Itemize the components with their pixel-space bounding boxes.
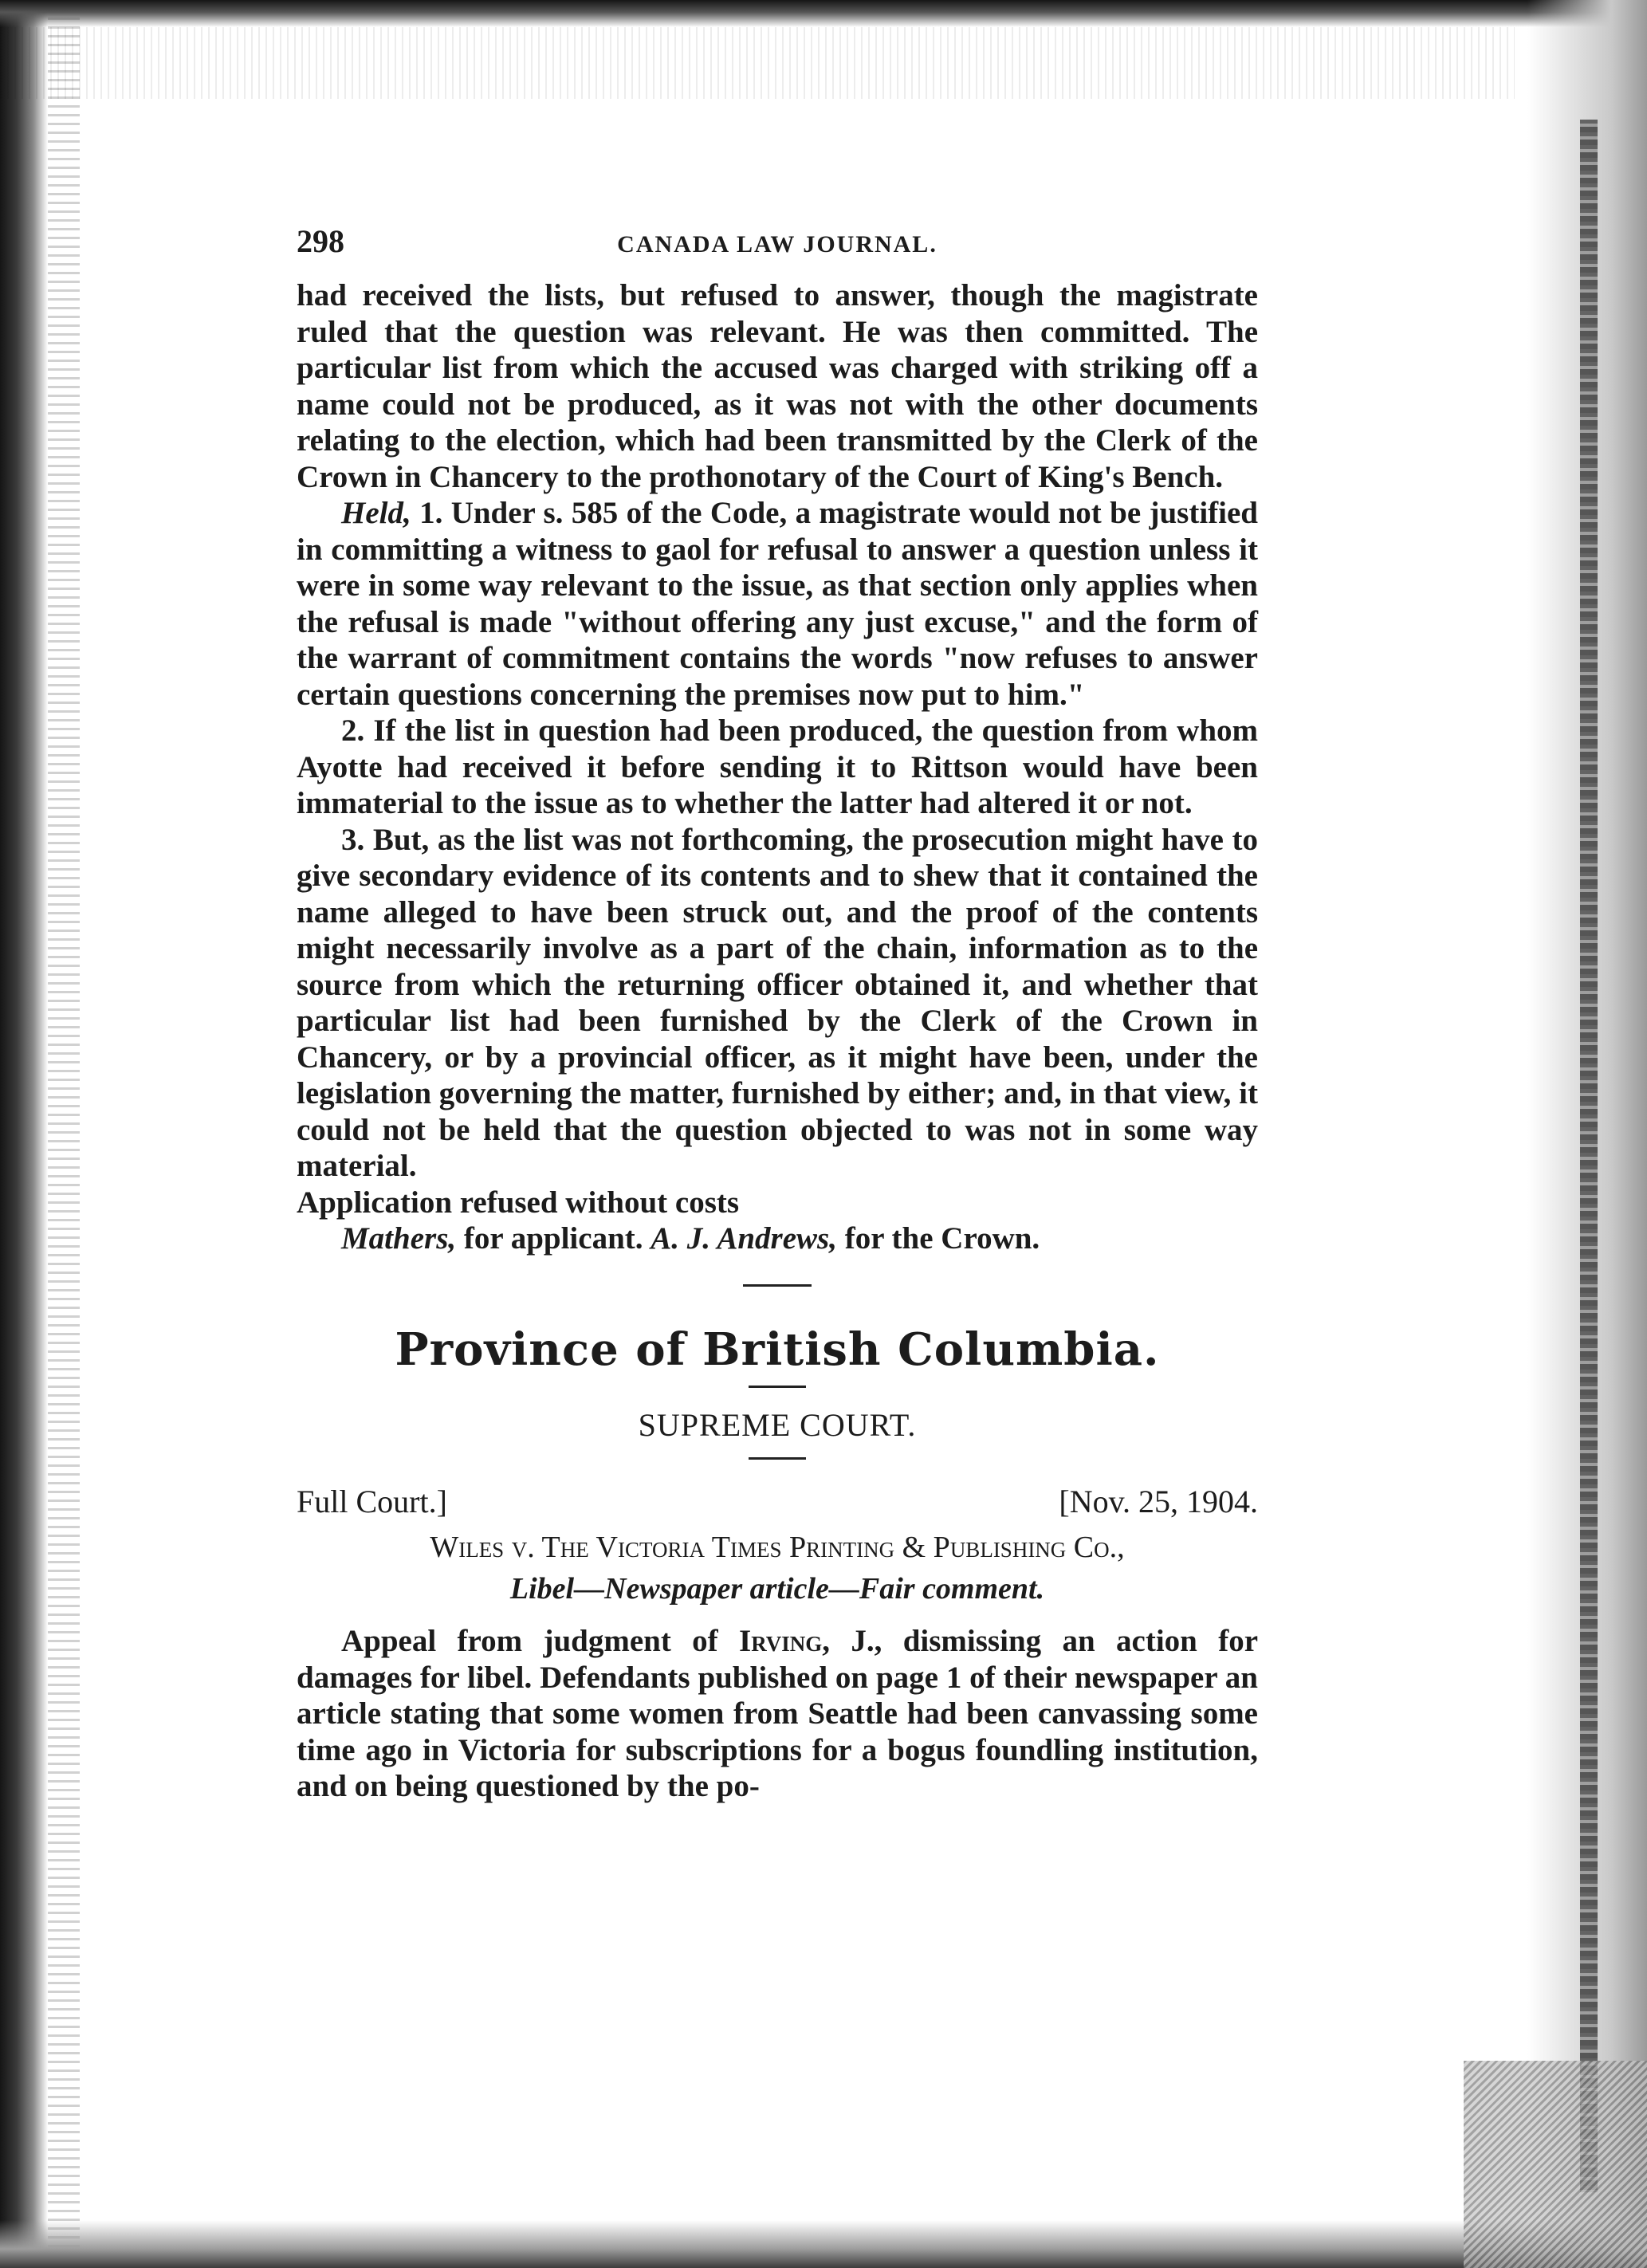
held-1-paragraph <box>297 495 1258 713</box>
scan-noise-left <box>48 0 80 2268</box>
court-date-line <box>297 1484 1258 1522</box>
scan-noise-top <box>0 27 1515 99</box>
province-heading: Province of British Columbia. <box>395 1323 1160 1376</box>
held-3-paragraph: 3. But, as the list was not forthcoming, the prosecution might have to give secondary evidence of its contents and to shew that it contained the name alleged to have been struck out, and the proof of the contents might necessarily involve as a part of the chain, information as to the source from which the returning officer obtained it, and whether that particular list had been furnished by the Clerk of the Crown in Chancery, or by a provincial officer, as it might have been, under the legislation governing the matter, furnished by either; and, in that view, it could not be held that the question objected to was not in some way material. <box>297 822 1258 1183</box>
page-header <box>297 223 1258 261</box>
section-divider <box>743 1284 812 1287</box>
held-label: Held, <box>341 496 411 530</box>
crown-counsel: A. J. Andrews, <box>651 1221 837 1256</box>
court-divider <box>749 1457 806 1460</box>
case-subtitle: Libel—Newspaper article—Fair comment. <box>509 1571 1045 1606</box>
scan-corner-bottom-right <box>1464 2061 1647 2268</box>
opening-paragraph: had received the lists, but refused to answer, though the magistrate ruled that the question was relevant. He was then committed. The particular list from which the accused was charged with striking off a name could not be produced, as it was not with the other documents relating to the election, which had been transmitted by the Clerk of the Crown in Chancery to the prothonotary of the Court of King's Bench. <box>297 278 1258 494</box>
scan-shadow-bottom <box>0 2220 1647 2268</box>
held-1-text: 1. Under s. 585 of the Code, a magistrate would not be justified in committing a witness to gaol for refusal to answer a question unless it were in some way relevant to the issue, as that section only applies when the refusal is made "without offering any just excuse," and the form of the warrant of commitment contains the words "now refuses to answer certain questions concerning the premises now put to him." <box>297 496 1258 712</box>
case-title: Wiles v. The Victoria Times Printing & Publishing Co., <box>430 1531 1125 1564</box>
judge-name: Irving, J., <box>739 1624 882 1658</box>
counsel-line <box>297 1220 1258 1257</box>
scan-noise-right <box>1580 120 1598 2192</box>
running-head: CANADA LAW JOURNAL. <box>617 231 937 257</box>
court-name: Full Court.] <box>297 1484 447 1519</box>
crown-label: for the Crown. <box>836 1221 1040 1256</box>
scan-shadow-left <box>0 0 48 2268</box>
heading-divider <box>749 1386 806 1388</box>
scan-shadow-top <box>0 0 1647 27</box>
journal-page <box>297 223 1258 1805</box>
applicant-counsel: Mathers, <box>341 1221 457 1256</box>
page-number: 298 <box>297 223 344 259</box>
appeal-lead: Appeal from judgment of <box>341 1624 740 1658</box>
court-heading: SUPREME COURT. <box>638 1406 917 1443</box>
appeal-paragraph <box>297 1623 1258 1805</box>
case-body <box>297 277 1258 1257</box>
applicant-label: for applicant. <box>456 1221 651 1256</box>
held-2-paragraph: 2. If the list in question had been produced, the question from whom Ayotte had received it before sending it to Rittson would have been immaterial to the issue as to whether the latter had altered it or not. <box>297 713 1258 820</box>
disposition: Application refused without costs <box>297 1185 740 1220</box>
appeal-body <box>297 1623 1258 1805</box>
decision-date: [Nov. 25, 1904. <box>1059 1484 1258 1519</box>
appeal-text: dismissing an action for damages for libel. Defendants published on page 1 of their newspaper an article stating that some women from Seattle had been canvassing some time ago in Victoria for subscriptions for a bogus foundling institution, and on being questioned by the po- <box>297 1624 1259 1803</box>
